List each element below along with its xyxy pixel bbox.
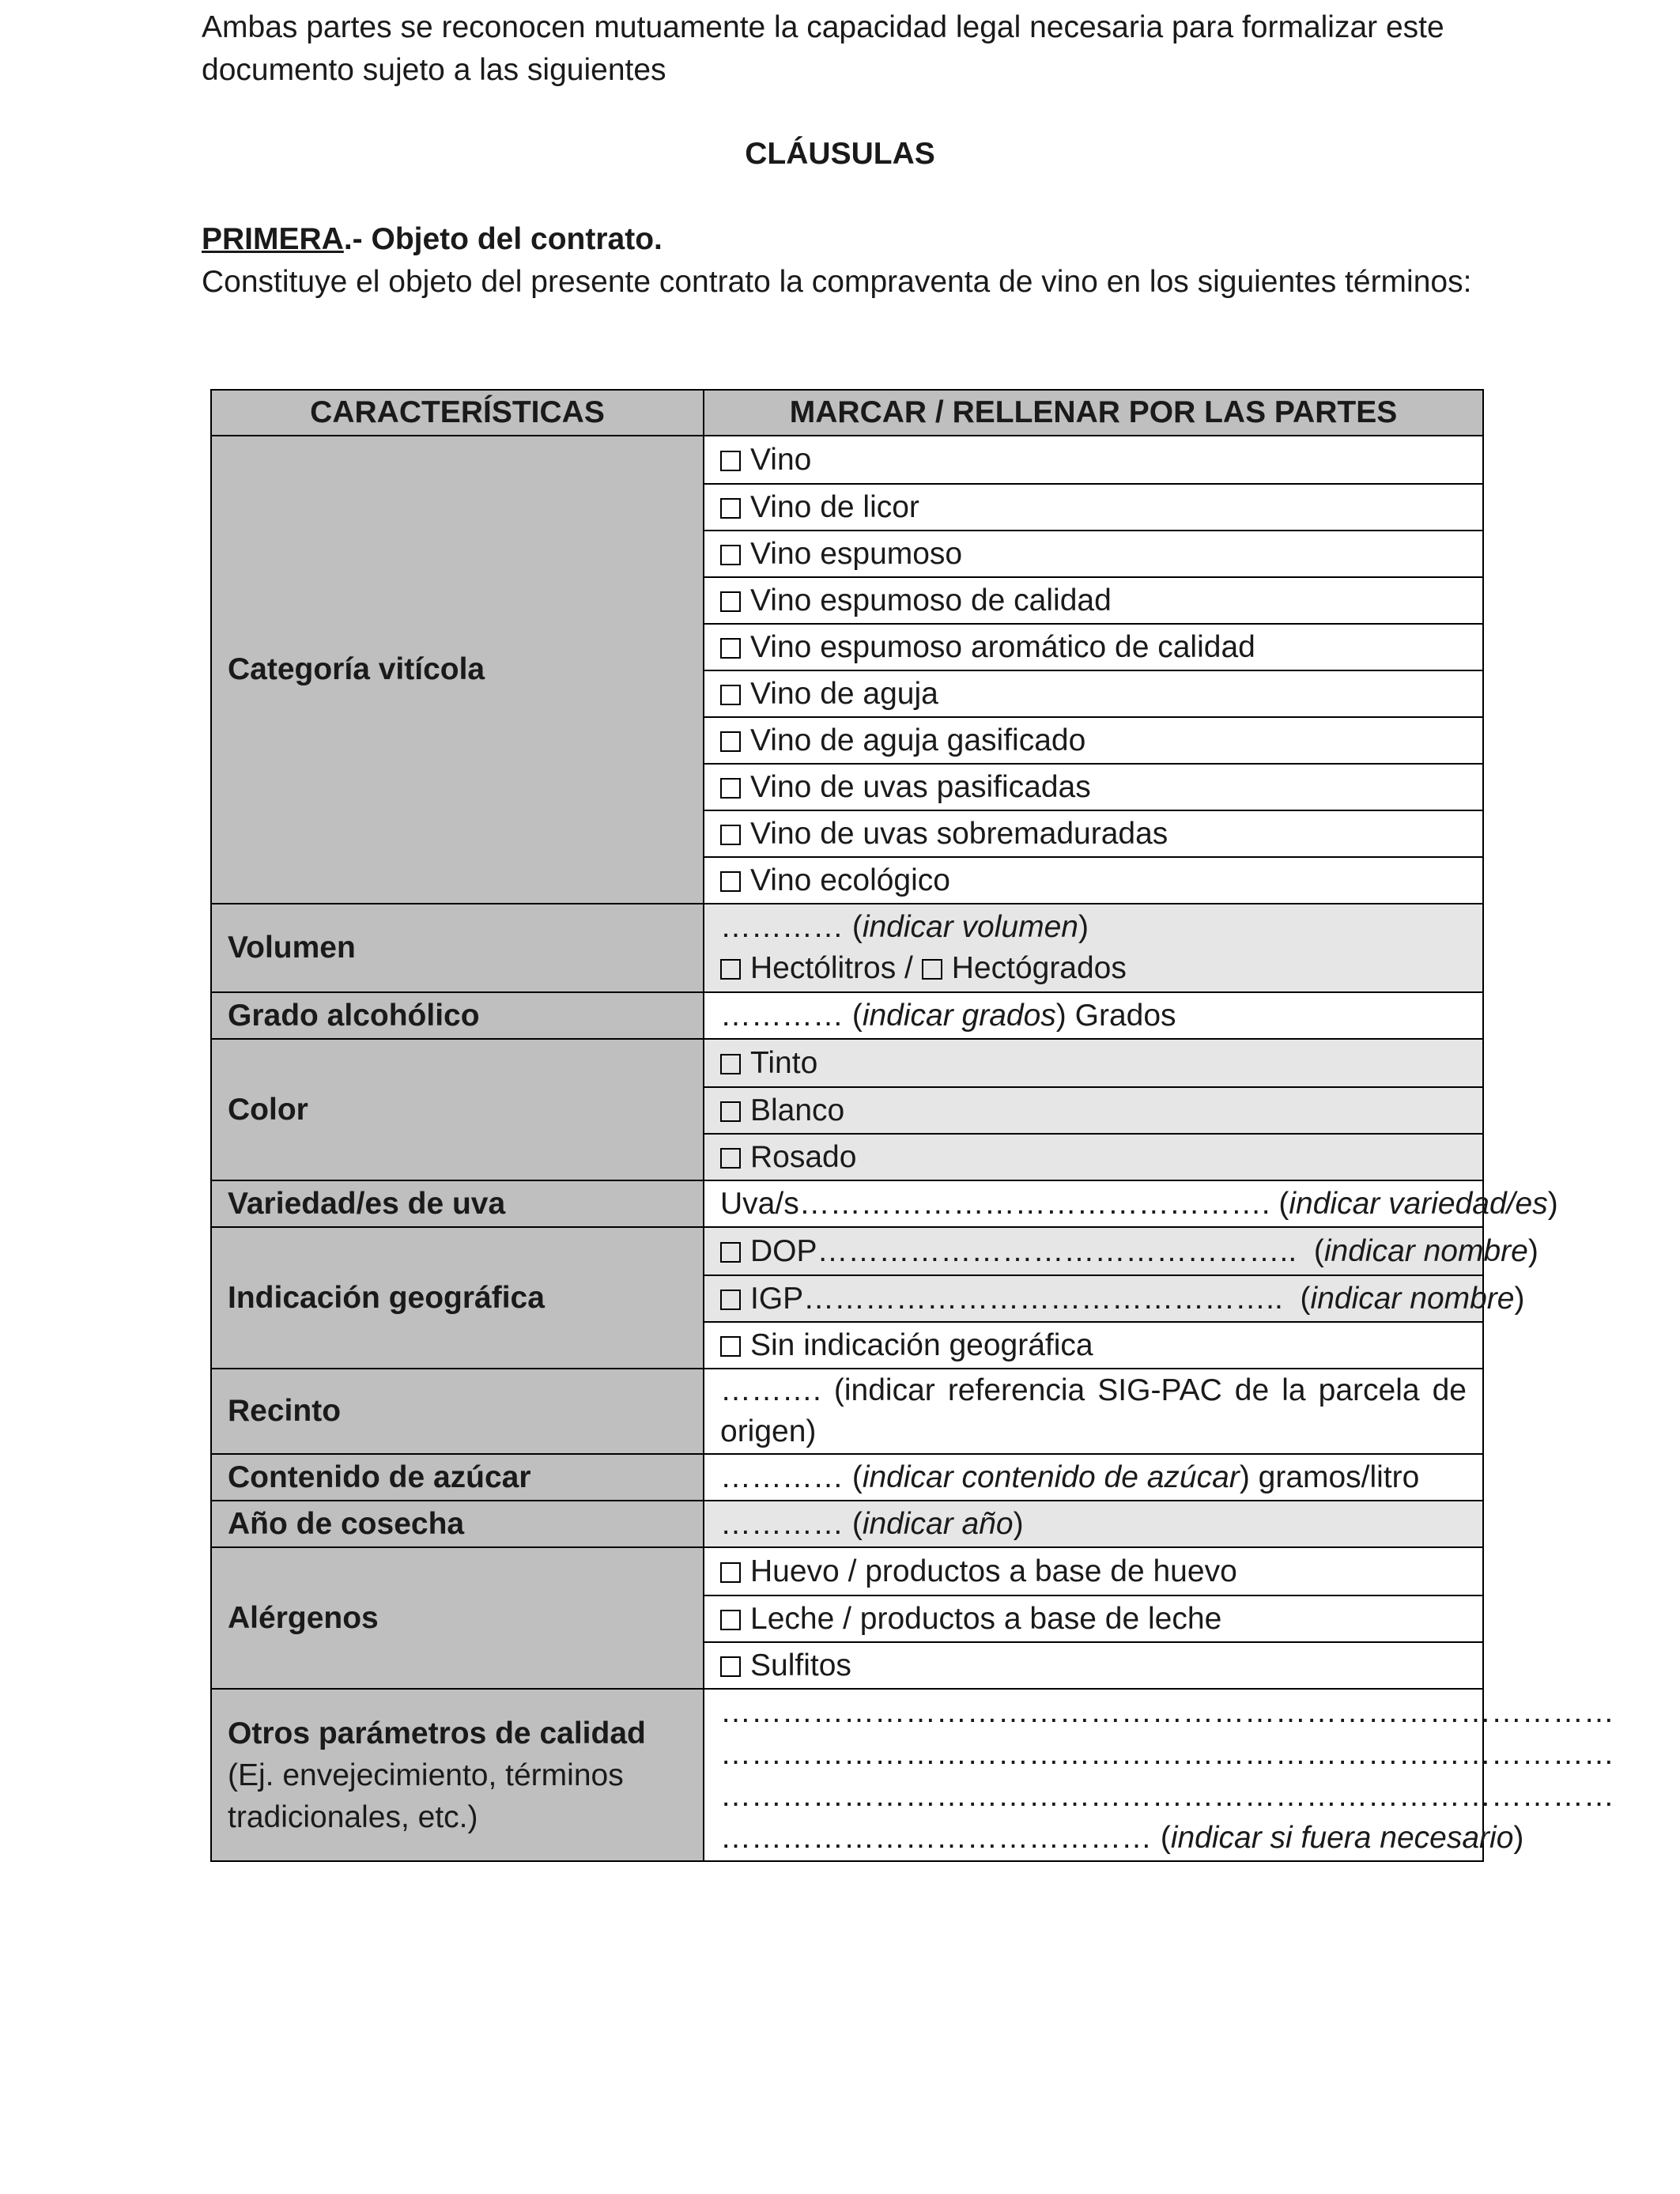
option-cell[interactable]	[704, 1642, 1483, 1689]
option-label: Vino	[750, 442, 812, 477]
label-categoria: Categoría vitícola	[211, 436, 704, 904]
checkbox-icon[interactable]	[720, 1610, 741, 1630]
header-caracteristicas: CARACTERÍSTICAS	[211, 390, 704, 436]
suffix-text: Grados	[1074, 998, 1176, 1033]
hint-text: indicar nombre	[1323, 1233, 1528, 1268]
label-recinto: Recinto	[211, 1369, 704, 1454]
hint-text: indicar año	[862, 1506, 1014, 1541]
option-label: DOP………………………………………..	[750, 1233, 1297, 1268]
option-cell[interactable]	[704, 717, 1483, 764]
option-cell[interactable]	[704, 1595, 1483, 1642]
suffix-text: gramos/litro	[1258, 1460, 1420, 1494]
checkbox-icon[interactable]	[720, 871, 741, 892]
otros-sublabel: (Ej. envejecimiento, términos tradicionales, etc.)	[228, 1758, 624, 1834]
checkbox-icon[interactable]	[922, 959, 942, 980]
label-alergenos: Alérgenos	[211, 1547, 704, 1689]
checkbox-icon[interactable]	[720, 1290, 741, 1310]
table-header-row	[211, 390, 1483, 436]
label-grado: Grado alcohólico	[211, 992, 704, 1039]
option-cell[interactable]	[704, 436, 1483, 484]
option-cell[interactable]: DOP……………………………………….. (indicar nombre)	[704, 1227, 1483, 1275]
option-label: Vino de aguja gasificado	[750, 723, 1086, 757]
option-label: Blanco	[750, 1093, 845, 1127]
label-volumen: Volumen	[211, 904, 704, 992]
fill-dots: …………	[720, 998, 844, 1033]
azucar-cell[interactable]: ………… (indicar contenido de azúcar) gramos/litro	[704, 1454, 1483, 1501]
option-label: Vino espumoso de calidad	[750, 583, 1112, 617]
clause-number: PRIMERA	[202, 222, 344, 256]
intro-paragraph: Ambas partes se reconocen mutuamente la capacidad legal necesaria para formalizar este documento sujeto a las siguientes	[202, 10, 1444, 87]
hint-text: indicar contenido de azúcar	[862, 1460, 1240, 1494]
label-azucar: Contenido de azúcar	[211, 1454, 704, 1501]
option-cell[interactable]	[704, 1322, 1483, 1369]
option-cell[interactable]	[704, 670, 1483, 717]
fill-dots: …………	[720, 910, 844, 944]
table-row	[211, 436, 1483, 484]
volumen-cell[interactable]	[704, 904, 1483, 992]
option-label: Huevo / productos a base de huevo	[750, 1554, 1237, 1588]
checkbox-icon[interactable]	[720, 959, 741, 980]
option-cell[interactable]	[704, 484, 1483, 531]
checkbox-icon[interactable]	[720, 685, 741, 705]
table-row	[211, 1501, 1483, 1547]
checkbox-icon[interactable]	[720, 1336, 741, 1357]
option-cell[interactable]	[704, 1087, 1483, 1134]
checkbox-icon[interactable]	[720, 638, 741, 659]
unit-line	[720, 948, 1467, 989]
grado-cell[interactable]: ………… (indicar grados) Grados	[704, 992, 1483, 1039]
table-row	[211, 1547, 1483, 1595]
fill-line: ……………………………………………………………………………	[720, 1695, 1614, 1729]
option-cell[interactable]	[704, 1134, 1483, 1180]
option-cell[interactable]	[704, 624, 1483, 670]
checkbox-icon[interactable]	[720, 1101, 741, 1122]
label-indicacion: Indicación geográfica	[211, 1227, 704, 1369]
hint-text: indicar grados	[862, 998, 1056, 1033]
option-label: Vino espumoso	[750, 536, 963, 571]
checkbox-icon[interactable]	[720, 1656, 741, 1677]
table-row	[211, 1039, 1483, 1087]
table-row	[211, 1454, 1483, 1501]
checkbox-icon[interactable]	[720, 1242, 741, 1263]
checkbox-icon[interactable]	[720, 731, 741, 752]
table-row	[211, 1369, 1483, 1454]
option-label: Vino de uvas sobremaduradas	[750, 816, 1168, 851]
option-cell[interactable]: IGP……………………………………….. (indicar nombre)	[704, 1275, 1483, 1322]
option-label: Vino de licor	[750, 489, 919, 524]
option-cell[interactable]	[704, 577, 1483, 624]
table-row	[211, 1180, 1483, 1227]
variedad-cell[interactable]: Uva/s………………………………………. (indicar variedad/es)	[704, 1180, 1483, 1227]
table-row	[211, 1227, 1483, 1275]
fill-dots: …………	[720, 1506, 844, 1541]
checkbox-icon[interactable]	[720, 498, 741, 519]
option-label: Tinto	[750, 1045, 818, 1080]
header-marcar: MARCAR / RELLENAR POR LAS PARTES	[704, 390, 1483, 436]
hint-text: indicar volumen	[862, 910, 1078, 944]
option-cell[interactable]	[704, 531, 1483, 577]
fill-line-last: …………………………………… (indicar si fuera necesario)	[720, 1821, 1524, 1855]
option-label: Vino de uvas pasificadas	[750, 769, 1091, 804]
table-row	[211, 992, 1483, 1039]
checkbox-icon[interactable]	[720, 545, 741, 565]
option-label: Sin indicación geográfica	[750, 1327, 1093, 1362]
option-cell[interactable]	[704, 1547, 1483, 1595]
checkbox-icon[interactable]	[720, 1148, 741, 1169]
table-row	[211, 1689, 1483, 1861]
label-cosecha: Año de cosecha	[211, 1501, 704, 1547]
label-color: Color	[211, 1039, 704, 1180]
volumen-line: ………… (indicar volumen)	[720, 910, 1089, 944]
label-otros	[211, 1689, 704, 1861]
checkbox-icon[interactable]	[720, 451, 741, 471]
option-cell[interactable]	[704, 857, 1483, 904]
checkbox-icon[interactable]	[720, 591, 741, 612]
hint-text: indicar nombre	[1310, 1281, 1515, 1316]
unit-label: Hectólitros /	[750, 951, 913, 985]
fill-dots: ……………………………………	[720, 1821, 1152, 1855]
hint-text: indicar variedad/es	[1289, 1186, 1548, 1221]
fill-line: ……………………………………………………………………………	[720, 1737, 1614, 1771]
option-cell[interactable]	[704, 810, 1483, 857]
fill-line: ……………………………………………………………………………	[720, 1779, 1614, 1813]
table-row	[211, 904, 1483, 992]
checkbox-icon[interactable]	[720, 1054, 741, 1074]
option-label: Sulfitos	[750, 1648, 851, 1682]
option-label: Rosado	[750, 1139, 857, 1174]
label-variedad: Variedad/es de uva	[211, 1180, 704, 1227]
variedad-prefix: Uva/s……………………………………….	[720, 1186, 1270, 1221]
clause-body: Constituye el objeto del presente contrato la compraventa de vino en los siguientes términos:	[202, 265, 1472, 299]
clause-title	[202, 218, 663, 261]
checkbox-icon[interactable]	[720, 778, 741, 799]
clauses-heading: CLÁUSULAS	[745, 137, 935, 171]
unit-label: Hectógrados	[951, 951, 1127, 985]
option-cell[interactable]	[704, 764, 1483, 810]
cosecha-cell[interactable]: ………… (indicar año)	[704, 1501, 1483, 1547]
otros-label: Otros parámetros de calidad	[228, 1716, 646, 1750]
checkbox-icon[interactable]	[720, 825, 741, 845]
checkbox-icon[interactable]	[720, 1562, 741, 1583]
recinto-cell[interactable]: ………. (indicar referencia SIG-PAC de la parcela de origen)	[704, 1369, 1483, 1454]
otros-cell[interactable]	[704, 1689, 1614, 1861]
option-label: IGP………………………………………..	[750, 1281, 1283, 1316]
option-cell[interactable]	[704, 1039, 1483, 1087]
clause-title-text: .- Objeto del contrato.	[343, 222, 663, 256]
hint-text: indicar si fuera necesario	[1170, 1821, 1514, 1855]
option-label: Vino de aguja	[750, 676, 938, 711]
wine-spec-table	[210, 389, 1614, 1862]
option-label: Leche / productos a base de leche	[750, 1601, 1222, 1636]
option-label: Vino ecológico	[750, 863, 950, 897]
option-label: Vino espumoso aromático de calidad	[750, 629, 1255, 664]
fill-dots: …………	[720, 1460, 844, 1494]
